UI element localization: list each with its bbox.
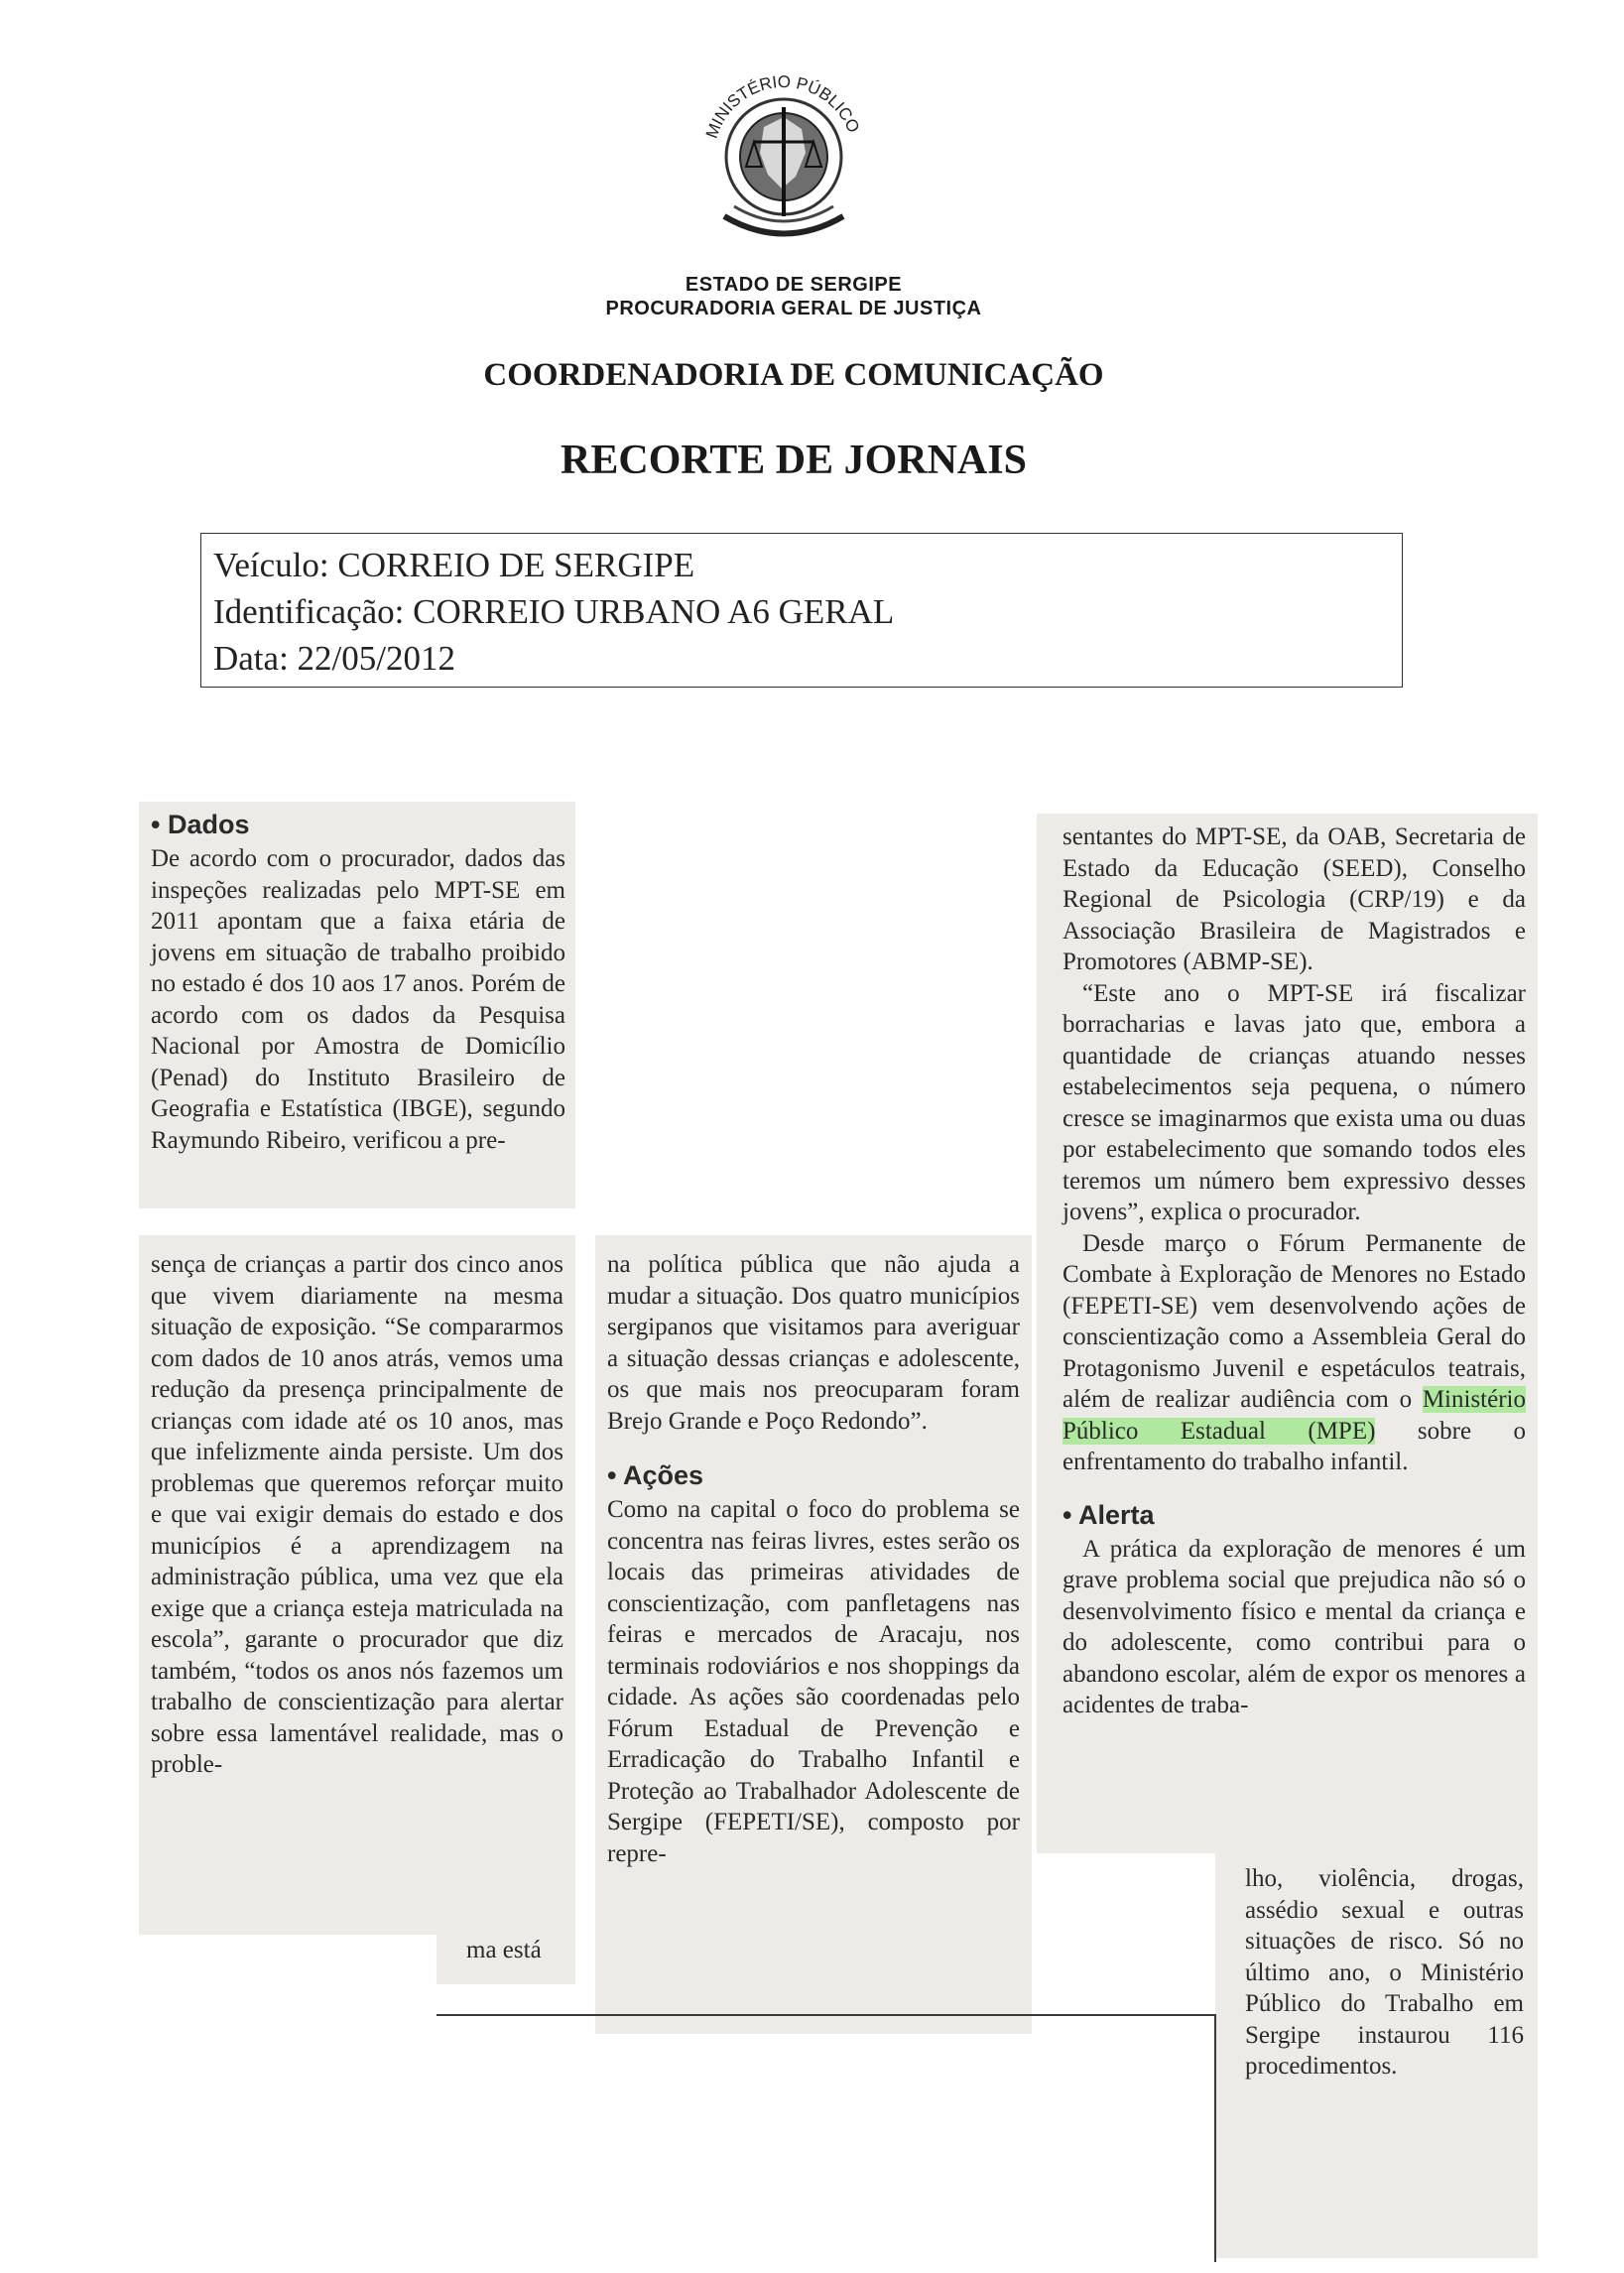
identificacao-line: Identificação: CORREIO URBANO A6 GERAL bbox=[213, 592, 895, 631]
column-3-paragraph-3-start: Desde março o Fórum Permanente de Combate à Exploração de Menores no Estado (FEPETI-SE) vem desenvolvendo ações de conscientização como a Assembleia Geral do Protagonismo Juvenil e espetáculos teatrais, além de realizar audiência com o bbox=[1062, 1229, 1526, 1413]
page-title: RECORTE DE JORNAIS bbox=[561, 438, 1027, 483]
state-name: ESTADO DE SERGIPE bbox=[685, 274, 903, 296]
column-3-paragraph-2: “Este ano o MPT-SE irá fiscalizar borracharias e lavas jato que, embora a quantidade de crianças atuando nesses estabelecimentos seja pequena, o número cresce se imaginarmos que exista uma ou duas por estabelecimento que somando todos eles teremos um número bem expressivo desses jovens”, explica o procurador. bbox=[1062, 979, 1526, 1225]
clip-column-2 bbox=[595, 1235, 1032, 2034]
acoes-paragraph: Como na capital o foco do problema se concentra nas feiras livres, estes serão os locais das primeiras atividades de conscientização, com panfletagens nas feiras e mercados de Aracaju, nos terminais rodoviários e nos shoppings da cidade. As ações são coordenadas pelo Fórum Estadual de Prevenção e Erradicação do Trabalho Infantil e Proteção ao Trabalhador Adolescente de Sergipe (FEPETI/SE), composto por repre- bbox=[607, 1496, 1020, 1867]
dados-heading: • Dados bbox=[151, 810, 250, 839]
ministerio-publico-seal bbox=[675, 58, 893, 256]
alerta-heading: • Alerta bbox=[1062, 1499, 1155, 1530]
clip-column-3 bbox=[1037, 814, 1538, 1853]
clipping-info-box bbox=[200, 533, 1403, 688]
office-name: PROCURADORIA GERAL DE JUSTIÇA bbox=[605, 298, 982, 319]
column-3-paragraph-3-end: sobre o enfrentamento do trabalho infantil. bbox=[1062, 1417, 1526, 1475]
cut-line-horizontal bbox=[437, 2014, 1215, 2016]
data-line: Data: 22/05/2012 bbox=[213, 639, 455, 678]
dados-paragraph: De acordo com o procurador, dados das inspeções realizadas pelo MPT-SE em 2011 apontam que a faixa etária de jovens em situação de trabalho proibido no estado é dos 10 aos 17 anos. Porém de acordo com os dados da Pesquisa Nacional por Amostra de Domicílio (Penad) do Instituto Brasileiro de Geografia e Estatística (IBGE), segundo Raymundo Ribeiro, verificou a pre- bbox=[151, 845, 565, 1154]
seal-text: MINISTÉRIO PÚBLICO bbox=[701, 71, 864, 141]
highlighted-mpe: Ministério Público Estadual (MPE) bbox=[1062, 1386, 1526, 1445]
column-1-tail-text: ma está bbox=[466, 1937, 542, 1963]
cut-line-vertical bbox=[1214, 2014, 1216, 2262]
column-2-top-paragraph: na política pública que não ajuda a mudar a situação. Dos quatro municípios sergipanos que visitamos para averiguar a situação dessas crianças e adolescente, os que mais nos preocuparam foram Brejo Grande e Poço Redondo”. bbox=[607, 1251, 1020, 1435]
alerta-tail-paragraph: lho, violência, drogas, assédio sexual e outras situações de risco. Só no último ano, o Ministério Público do Trabalho em Sergipe instaurou 116 procedimentos. bbox=[1245, 1865, 1524, 2080]
veiculo-line: Veículo: CORREIO DE SERGIPE bbox=[213, 546, 695, 584]
column-3-paragraph-1: sentantes do MPT-SE, da OAB, Secretaria de Estado da Educação (SEED), Conselho Regional de Psicologia (CRP/19) e da Associação Brasileira de Magistrados e Promotores (ABMP-SE). bbox=[1062, 823, 1526, 975]
clip-column-3-tail bbox=[1215, 1853, 1538, 2258]
department-title: COORDENADORIA DE COMUNICAÇÃO bbox=[483, 357, 1104, 393]
alerta-paragraph: A prática da exploração de menores é um grave problema social que prejudica não só o desenvolvimento físico e mental da criança e do adolescente, como contribui para o abandono escolar, além de expor os menores a acidentes de traba- bbox=[1062, 1535, 1526, 1718]
acoes-heading: • Ações bbox=[607, 1460, 703, 1490]
clip-column-1-tail bbox=[437, 1935, 575, 1984]
clip-dados bbox=[139, 802, 575, 1208]
clip-column-1 bbox=[139, 1235, 575, 1935]
column-1-paragraph: sença de crianças a partir dos cinco anos que vivem diariamente na mesma situação de exposição. “Se compararmos com dados de 10 anos atrás, vemos uma redução da presença principalmente de crianças com idade até os 10 anos, mas que infelizmente ainda persiste. Um dos problemas que queremos reforçar muito e que vai exigir demais do estado e dos municípios é a aprendizagem na administração pública, uma vez que ela exige que a criança esteja matriculada na escola”, garante o procurador que diz também, “todos os anos nós fazemos um trabalho de conscientização para alertar sobre essa lamentável realidade, mas o proble- bbox=[151, 1251, 563, 1778]
